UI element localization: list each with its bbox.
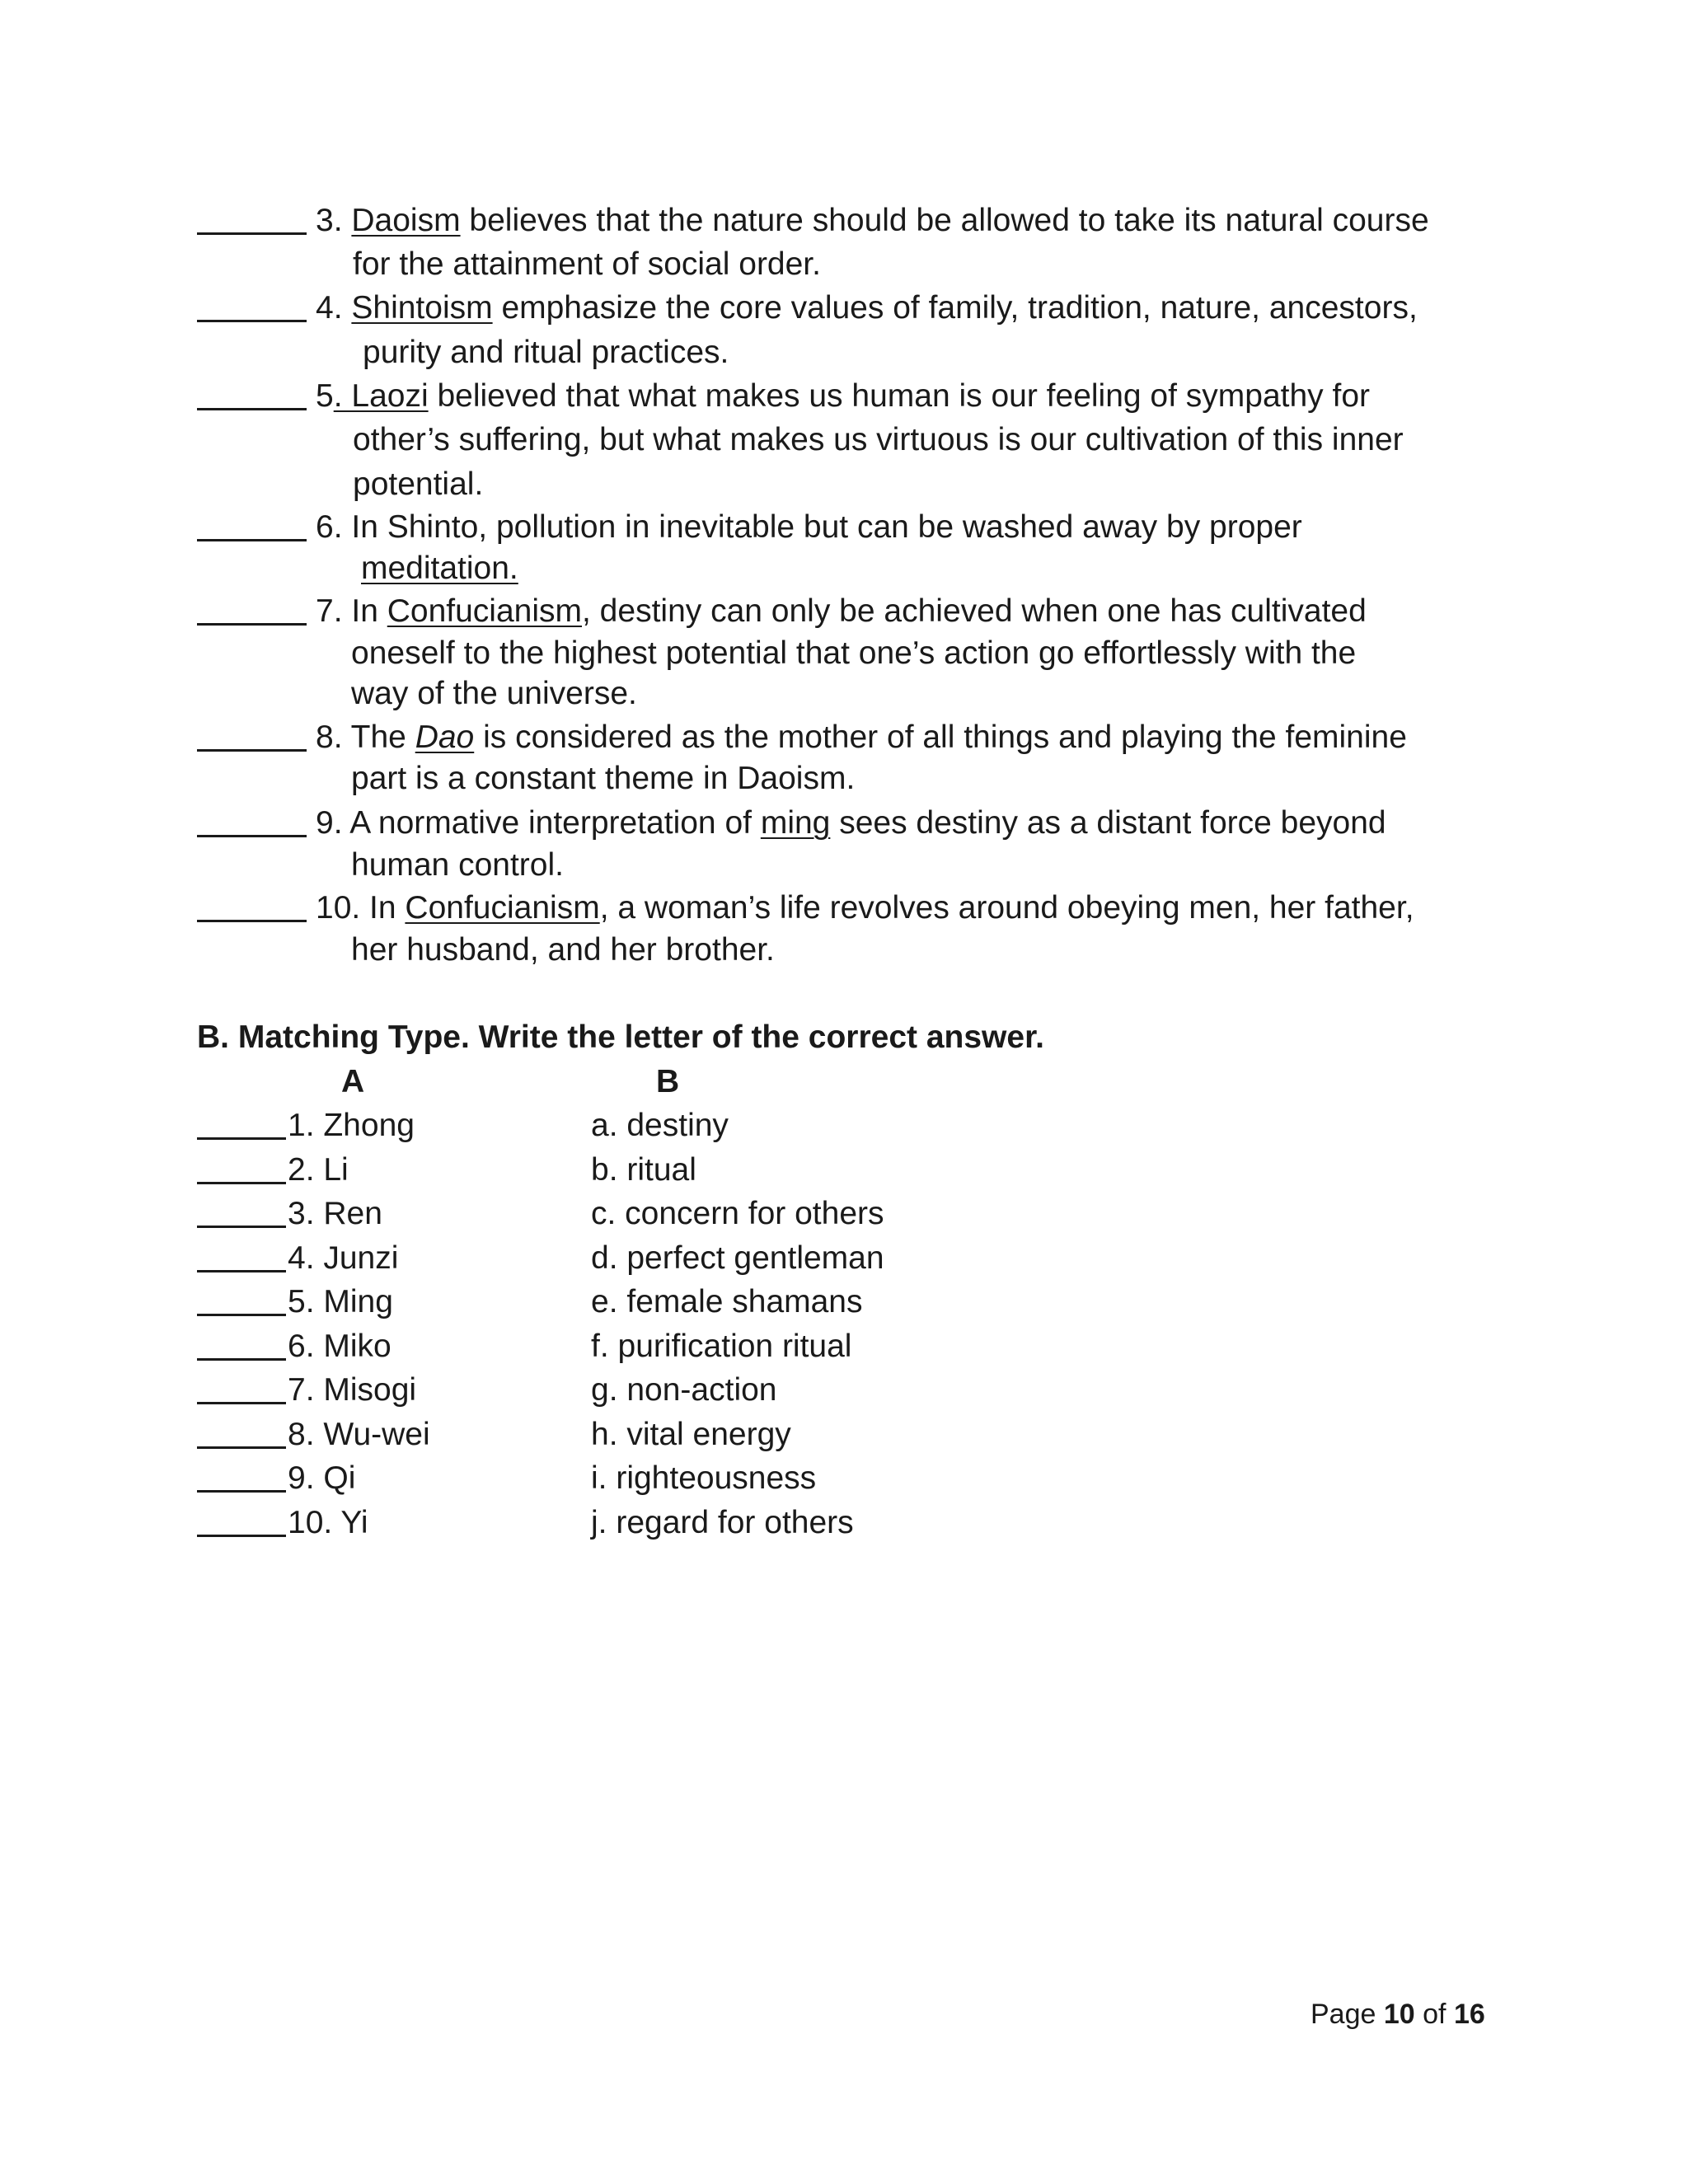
match-definition-3: c. concern for others bbox=[591, 1196, 884, 1231]
tf-item-6-cont: meditation. bbox=[361, 551, 518, 586]
item-number: 7. bbox=[316, 593, 343, 629]
match-blank-7[interactable] bbox=[197, 1402, 286, 1404]
match-term-6: 6. Miko bbox=[288, 1328, 392, 1364]
tf-item-10-cont: her husband, and her brother. bbox=[351, 932, 775, 968]
match-definition-2: b. ritual bbox=[591, 1151, 696, 1188]
match-term-8: 8. Wu-wei bbox=[288, 1416, 430, 1452]
of-label: of bbox=[1414, 1999, 1454, 2030]
underlined-term: . Laozi bbox=[333, 378, 429, 414]
underlined-term: Shintoism bbox=[351, 290, 493, 326]
tf-item-4 bbox=[316, 292, 1418, 324]
item-text: In bbox=[342, 593, 387, 629]
item-text: is considered as the mother of all things and playing the feminine bbox=[474, 719, 1407, 755]
match-term-5: 5. Ming bbox=[288, 1284, 393, 1319]
page-number: 10 bbox=[1383, 1999, 1415, 2030]
answer-blank-4[interactable] bbox=[197, 320, 307, 322]
tf-item-6 bbox=[316, 511, 1302, 543]
match-definition-9: i. righteousness bbox=[591, 1460, 817, 1496]
item-number: 8. bbox=[316, 719, 343, 755]
match-blank-2[interactable] bbox=[197, 1182, 286, 1184]
item-text: believes that the nature should be allowed to take its natural course bbox=[460, 203, 1429, 238]
item-text: , a woman’s life revolves around obeying men, her father, bbox=[599, 890, 1414, 926]
page-footer bbox=[1311, 2000, 1485, 2028]
match-term-2: 2. Li bbox=[288, 1151, 349, 1188]
answer-blank-7[interactable] bbox=[197, 623, 307, 626]
item-text: , destiny can only be achieved when one has cultivated bbox=[582, 593, 1367, 629]
item-number: 3. bbox=[316, 203, 343, 238]
item-text: sees destiny as a distant force beyond bbox=[830, 805, 1386, 841]
page-label: Page bbox=[1311, 1999, 1384, 2030]
match-blank-8[interactable] bbox=[197, 1446, 286, 1449]
answer-blank-3[interactable] bbox=[197, 232, 307, 235]
tf-item-3-cont: for the attainment of social order. bbox=[353, 246, 821, 282]
answer-blank-8[interactable] bbox=[197, 749, 307, 752]
item-number: 4. bbox=[316, 290, 343, 326]
tf-item-4-cont: purity and ritual practices. bbox=[363, 335, 729, 370]
match-definition-10: j. regard for others bbox=[591, 1504, 854, 1540]
underlined-term: ming bbox=[760, 805, 831, 841]
column-a-header: A bbox=[341, 1064, 365, 1099]
match-term-4: 4. Junzi bbox=[288, 1240, 399, 1276]
match-term-10: 10. Yi bbox=[288, 1504, 368, 1540]
tf-item-8-cont: part is a constant theme in Daoism. bbox=[351, 761, 856, 796]
match-blank-4[interactable] bbox=[197, 1270, 286, 1272]
section-b-heading: B. Matching Type. Write the letter of the correct answer. bbox=[197, 1019, 1044, 1055]
match-definition-5: e. female shamans bbox=[591, 1284, 863, 1319]
item-text: The bbox=[342, 719, 415, 755]
item-text: believed that what makes us human is our feeling of sympathy for bbox=[428, 378, 1371, 414]
match-term-1: 1. Zhong bbox=[288, 1108, 415, 1143]
tf-item-3 bbox=[316, 204, 1429, 237]
tf-item-7-cont-1: oneself to the highest potential that one’s action go effortlessly with the bbox=[351, 635, 1357, 671]
underlined-term: Dao bbox=[415, 719, 475, 755]
match-blank-3[interactable] bbox=[197, 1226, 286, 1228]
page-total: 16 bbox=[1453, 1999, 1485, 2030]
match-blank-10[interactable] bbox=[197, 1535, 286, 1537]
answer-blank-9[interactable] bbox=[197, 835, 307, 837]
tf-item-8 bbox=[316, 721, 1407, 753]
match-definition-8: h. vital energy bbox=[591, 1416, 791, 1452]
match-definition-7: g. non-action bbox=[591, 1372, 777, 1408]
match-term-3: 3. Ren bbox=[288, 1196, 382, 1231]
match-blank-6[interactable] bbox=[197, 1358, 286, 1361]
tf-item-5-cont-1: other’s suffering, but what makes us virtuous is our cultivation of this inner bbox=[353, 422, 1404, 457]
match-term-7: 7. Misogi bbox=[288, 1372, 417, 1408]
answer-blank-10[interactable] bbox=[197, 920, 307, 922]
tf-item-9-cont: human control. bbox=[351, 847, 564, 883]
answer-blank-5[interactable] bbox=[197, 408, 307, 410]
match-blank-1[interactable] bbox=[197, 1137, 286, 1140]
column-b-header: B bbox=[656, 1064, 680, 1099]
item-number: 6. bbox=[316, 509, 343, 545]
tf-item-5-cont-2: potential. bbox=[353, 466, 484, 502]
item-text: In Shinto, pollution in inevitable but can be washed away by proper bbox=[342, 509, 1302, 545]
item-number: 9. bbox=[316, 805, 343, 841]
match-blank-9[interactable] bbox=[197, 1490, 286, 1493]
item-number: 10. bbox=[316, 890, 361, 926]
tf-item-10 bbox=[316, 892, 1414, 924]
match-definition-6: f. purification ritual bbox=[591, 1328, 852, 1364]
item-text: In bbox=[360, 890, 406, 926]
match-definition-4: d. perfect gentleman bbox=[591, 1240, 884, 1276]
item-text: A normative interpretation of bbox=[342, 805, 761, 841]
underlined-term: Confucianism bbox=[405, 890, 600, 926]
tf-item-7 bbox=[316, 595, 1367, 627]
tf-item-9 bbox=[316, 807, 1386, 839]
tf-item-5 bbox=[316, 380, 1370, 412]
item-number: 5 bbox=[316, 378, 334, 414]
match-definition-1: a. destiny bbox=[591, 1108, 729, 1143]
match-blank-5[interactable] bbox=[197, 1314, 286, 1316]
underlined-term: Daoism bbox=[351, 203, 461, 238]
answer-blank-6[interactable] bbox=[197, 539, 307, 541]
item-text: emphasize the core values of family, tradition, nature, ancestors, bbox=[492, 290, 1418, 326]
match-term-9: 9. Qi bbox=[288, 1460, 356, 1496]
underlined-term: Confucianism bbox=[387, 593, 583, 629]
tf-item-7-cont-2: way of the universe. bbox=[351, 676, 637, 711]
